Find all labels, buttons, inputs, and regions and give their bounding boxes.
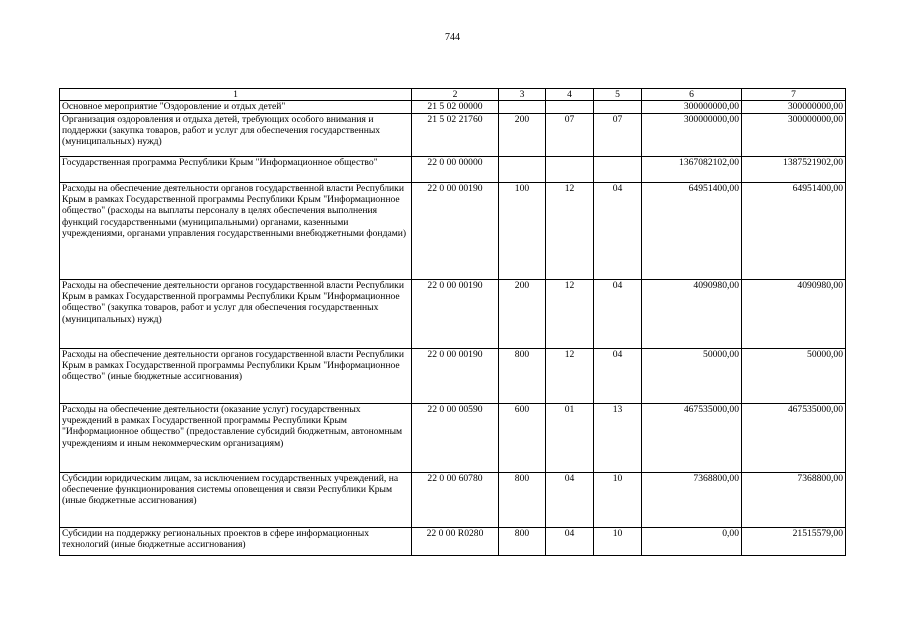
- target-code: 21 5 02 21760: [412, 114, 499, 157]
- column-header: 5: [594, 89, 642, 101]
- amount-col6: 50000,00: [642, 349, 742, 404]
- expense-type: 200: [499, 280, 546, 349]
- expense-type: 800: [499, 349, 546, 404]
- section-code: 12: [546, 280, 594, 349]
- column-number-row: [60, 89, 846, 101]
- table-row: [60, 101, 846, 114]
- target-code: 21 5 02 00000: [412, 101, 499, 114]
- expense-type: [499, 157, 546, 183]
- target-code: 22 0 00 00190: [412, 349, 499, 404]
- subsection-code: 10: [594, 473, 642, 528]
- expense-type: 800: [499, 528, 546, 556]
- row-description: Расходы на обеспечение деятельности (оказание услуг) государственных учреждений в рамках Государственной программы Республики Крым "Информационное общество" (предоставление субсидий бюджетным, автономным учреждениям и иным некоммерческим организациям): [60, 404, 412, 473]
- expense-type: 200: [499, 114, 546, 157]
- target-code: 22 0 00 60780: [412, 473, 499, 528]
- subsection-code: [594, 157, 642, 183]
- amount-col6: 467535000,00: [642, 404, 742, 473]
- table-row: [60, 528, 846, 556]
- amount-col6: 7368800,00: [642, 473, 742, 528]
- table-row: [60, 280, 846, 349]
- column-header: 7: [742, 89, 846, 101]
- table-row: [60, 114, 846, 157]
- table-row: [60, 183, 846, 280]
- budget-table: [59, 88, 846, 556]
- page-number: 744: [445, 32, 460, 43]
- row-description: Субсидии на поддержку региональных проектов в сфере информационных технологий (иные бюджетные ассигнования): [60, 528, 412, 556]
- section-code: [546, 101, 594, 114]
- column-header: 1: [60, 89, 412, 101]
- amount-col7: 50000,00: [742, 349, 846, 404]
- column-header: 6: [642, 89, 742, 101]
- table-row: [60, 473, 846, 528]
- section-code: 04: [546, 528, 594, 556]
- target-code: 22 0 00 R0280: [412, 528, 499, 556]
- amount-col6: 300000000,00: [642, 101, 742, 114]
- target-code: 22 0 00 00590: [412, 404, 499, 473]
- section-code: 01: [546, 404, 594, 473]
- target-code: 22 0 00 00190: [412, 280, 499, 349]
- target-code: 22 0 00 00000: [412, 157, 499, 183]
- table-row: [60, 157, 846, 183]
- column-header: 2: [412, 89, 499, 101]
- amount-col6: 300000000,00: [642, 114, 742, 157]
- amount-col7: 300000000,00: [742, 101, 846, 114]
- amount-col7: 64951400,00: [742, 183, 846, 280]
- amount-col7: 21515579,00: [742, 528, 846, 556]
- amount-col6: 64951400,00: [642, 183, 742, 280]
- expense-type: 100: [499, 183, 546, 280]
- section-code: 12: [546, 349, 594, 404]
- expense-type: 600: [499, 404, 546, 473]
- amount-col7: 300000000,00: [742, 114, 846, 157]
- section-code: [546, 157, 594, 183]
- row-description: Расходы на обеспечение деятельности органов государственной власти Республики Крым в рамках Государственной программы Республики Крым "Информационное общество" (иные бюджетные ассигнования): [60, 349, 412, 404]
- amount-col6: 0,00: [642, 528, 742, 556]
- section-code: 12: [546, 183, 594, 280]
- row-description: Субсидии юридическим лицам, за исключением государственных учреждений, на обеспечение функционирования системы оповещения и связи Республики Крым (иные бюджетные ассигнования): [60, 473, 412, 528]
- row-description: Организация оздоровления и отдыха детей, требующих особого внимания и поддержки (закупка товаров, работ и услуг для обеспечения государственных (муниципальных) нужд): [60, 114, 412, 157]
- row-description: Расходы на обеспечение деятельности органов государственной власти Республики Крым в рамках Государственной программы Республики Крым "Информационное общество" (расходы на выплаты персоналу в целях обеспечения выполнения функций государственными (муниципальными) органами, казенными учреждениями, органами управления государственными внебюджетными фондами): [60, 183, 412, 280]
- subsection-code: 04: [594, 183, 642, 280]
- expense-type: 800: [499, 473, 546, 528]
- subsection-code: 04: [594, 349, 642, 404]
- subsection-code: 13: [594, 404, 642, 473]
- amount-col6: 4090980,00: [642, 280, 742, 349]
- amount-col7: 467535000,00: [742, 404, 846, 473]
- subsection-code: 07: [594, 114, 642, 157]
- subsection-code: [594, 101, 642, 114]
- row-description: Расходы на обеспечение деятельности органов государственной власти Республики Крым в рамках Государственной программы Республики Крым "Информационное общество" (закупка товаров, работ и услуг для обеспечения государственных (муниципальных) нужд): [60, 280, 412, 349]
- subsection-code: 10: [594, 528, 642, 556]
- column-header: 3: [499, 89, 546, 101]
- row-description: Государственная программа Республики Крым "Информационное общество": [60, 157, 412, 183]
- section-code: 07: [546, 114, 594, 157]
- column-header: 4: [546, 89, 594, 101]
- target-code: 22 0 00 00190: [412, 183, 499, 280]
- amount-col7: 7368800,00: [742, 473, 846, 528]
- amount-col7: 1387521902,00: [742, 157, 846, 183]
- subsection-code: 04: [594, 280, 642, 349]
- amount-col7: 4090980,00: [742, 280, 846, 349]
- expense-type: [499, 101, 546, 114]
- table-row: [60, 404, 846, 473]
- table-row: [60, 349, 846, 404]
- row-description: Основное мероприятие "Оздоровление и отдых детей": [60, 101, 412, 114]
- section-code: 04: [546, 473, 594, 528]
- amount-col6: 1367082102,00: [642, 157, 742, 183]
